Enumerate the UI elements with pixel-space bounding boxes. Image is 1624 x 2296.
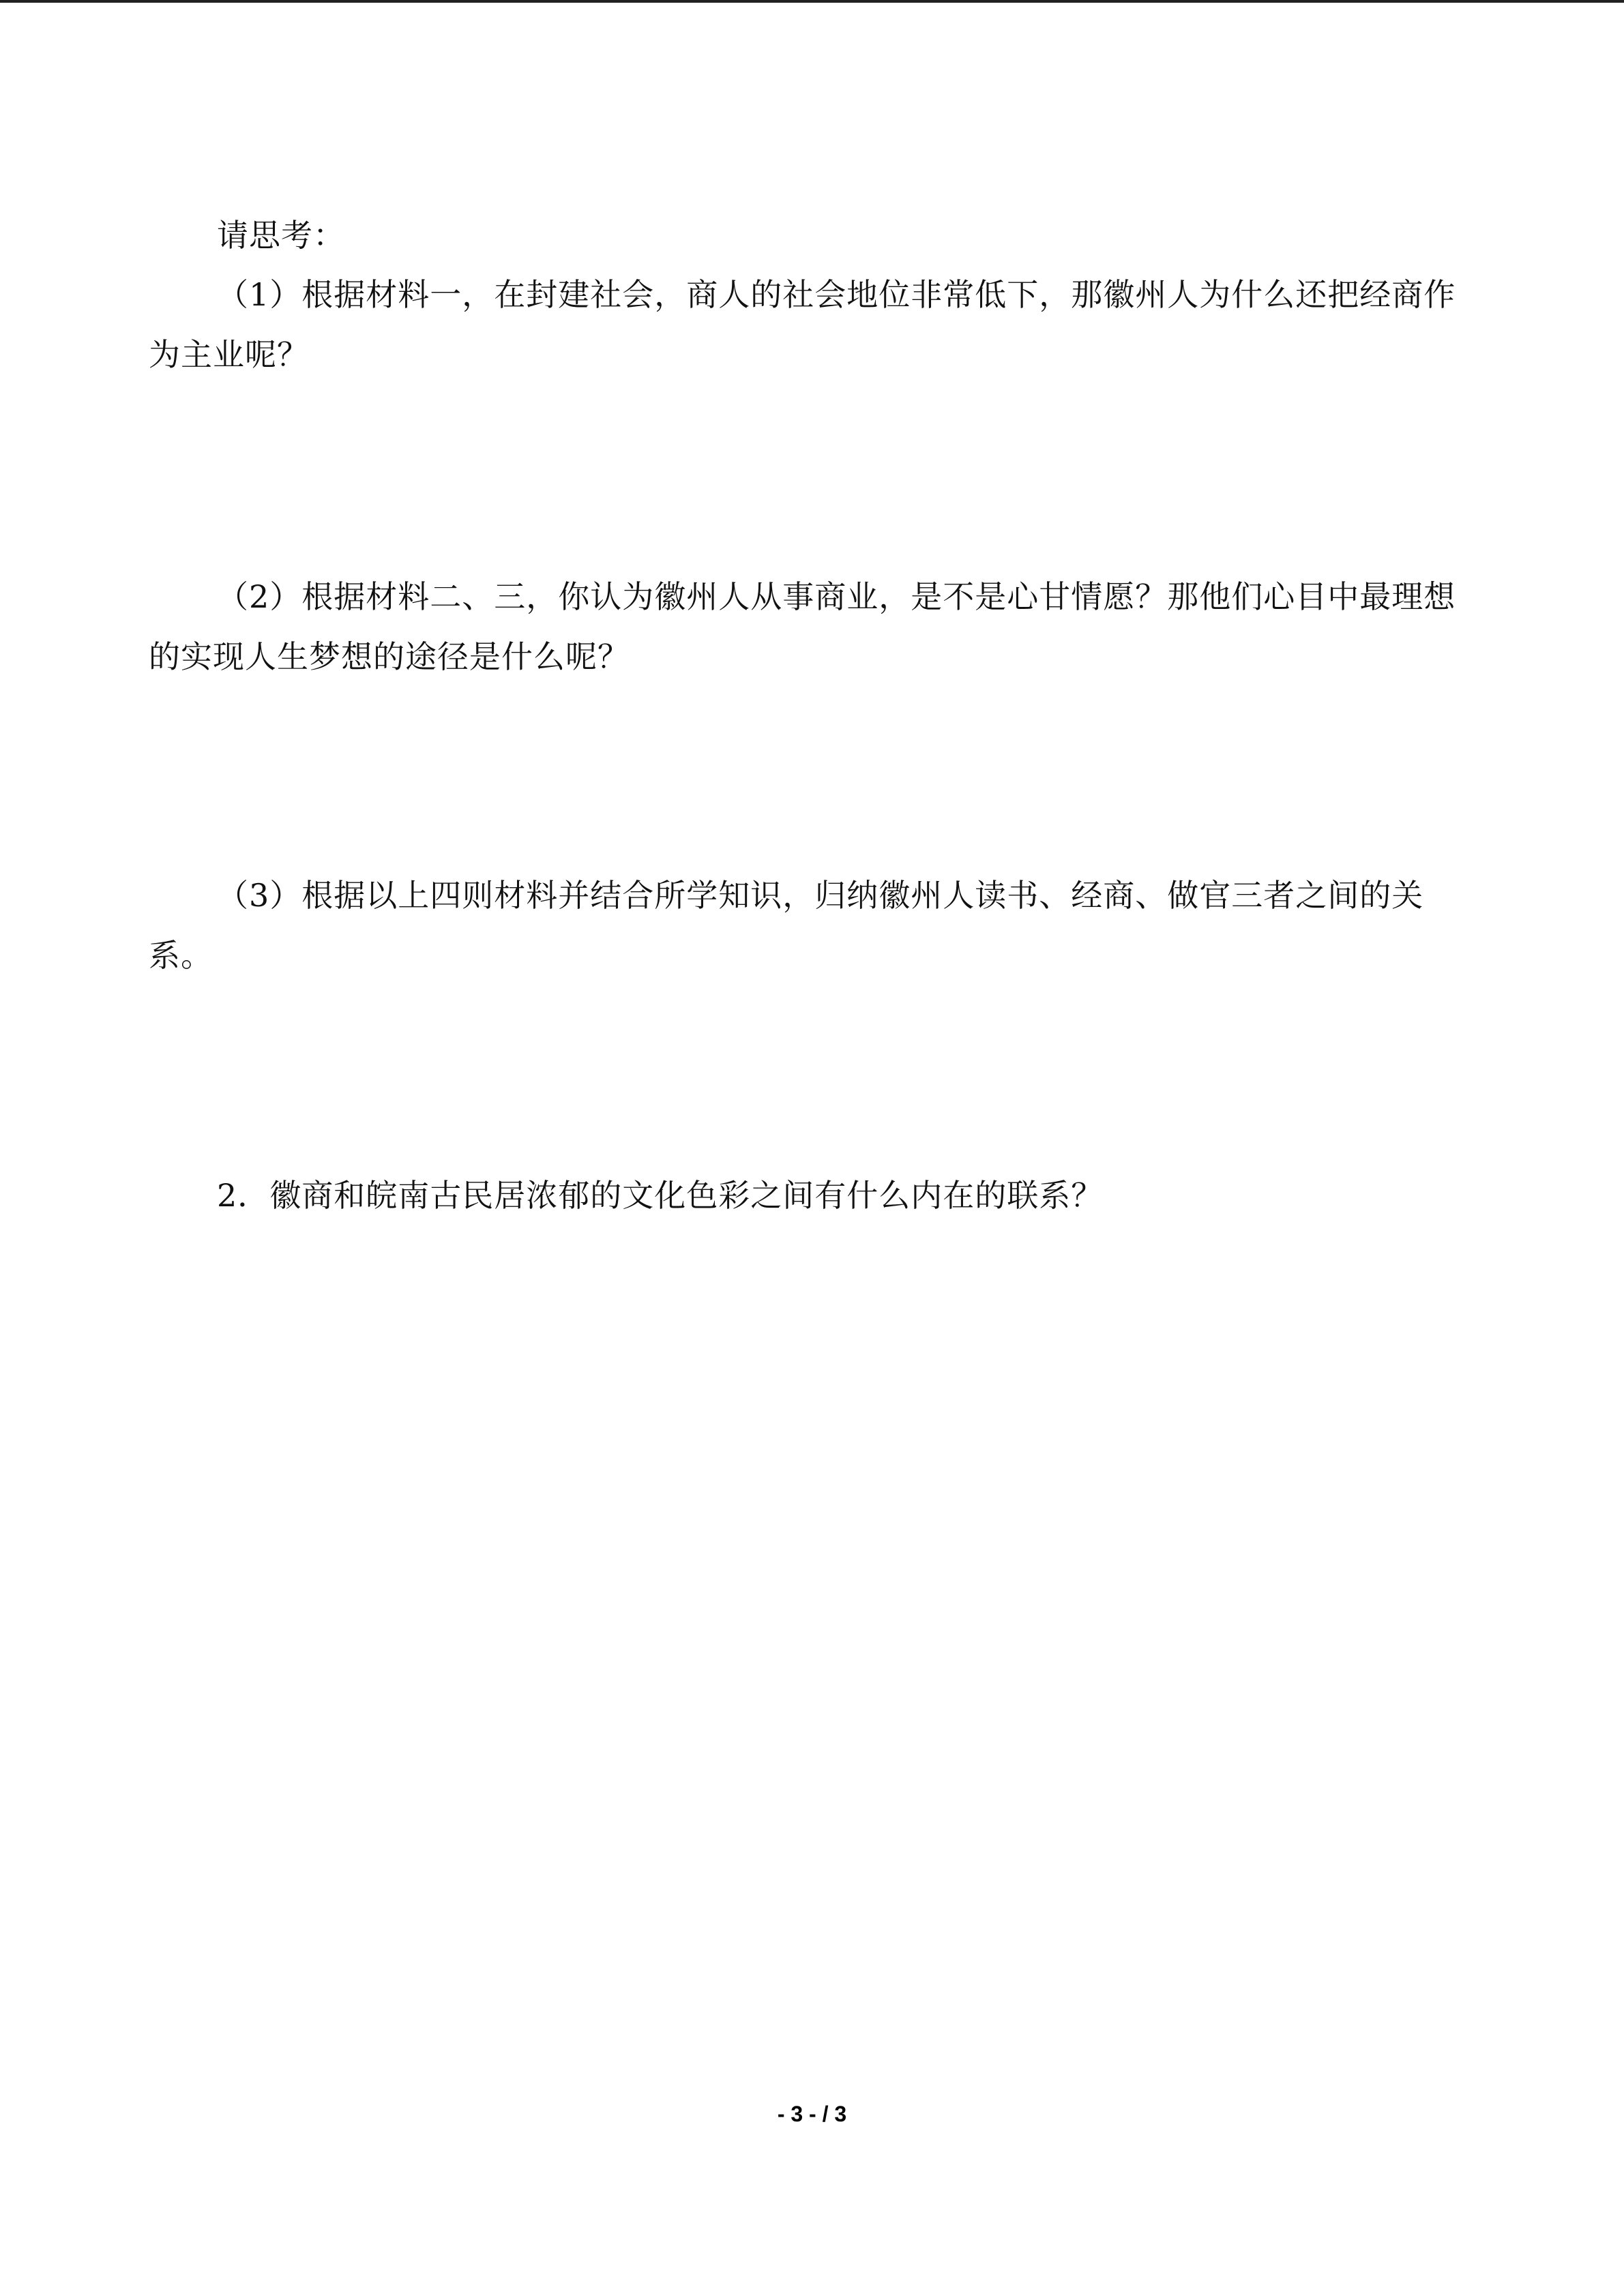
page-number: - 3 - / 3 (777, 2102, 847, 2126)
question-1-line-1: （1）根据材料一，在封建社会，商人的社会地位非常低下，那徽州人为什么还把经商作 (217, 276, 1456, 313)
question-3-line-2: 系。 (149, 937, 213, 974)
question-1-line-2: 为主业呢？ (149, 336, 309, 373)
question-2-line-1: （2）根据材料二、三，你认为徽州人从事商业，是不是心甘情愿？那他们心目中最理想 (217, 578, 1456, 615)
think-heading: 请思考： (217, 217, 345, 254)
question-two: 2．徽商和皖南古民居浓郁的文化色彩之间有什么内在的联系？ (217, 1177, 1104, 1214)
question-2-line-2: 的实现人生梦想的途径是什么呢？ (149, 638, 630, 675)
question-3-line-1: （3）根据以上四则材料并结合所学知识，归纳徽州人读书、经商、做官三者之间的关 (217, 877, 1424, 914)
